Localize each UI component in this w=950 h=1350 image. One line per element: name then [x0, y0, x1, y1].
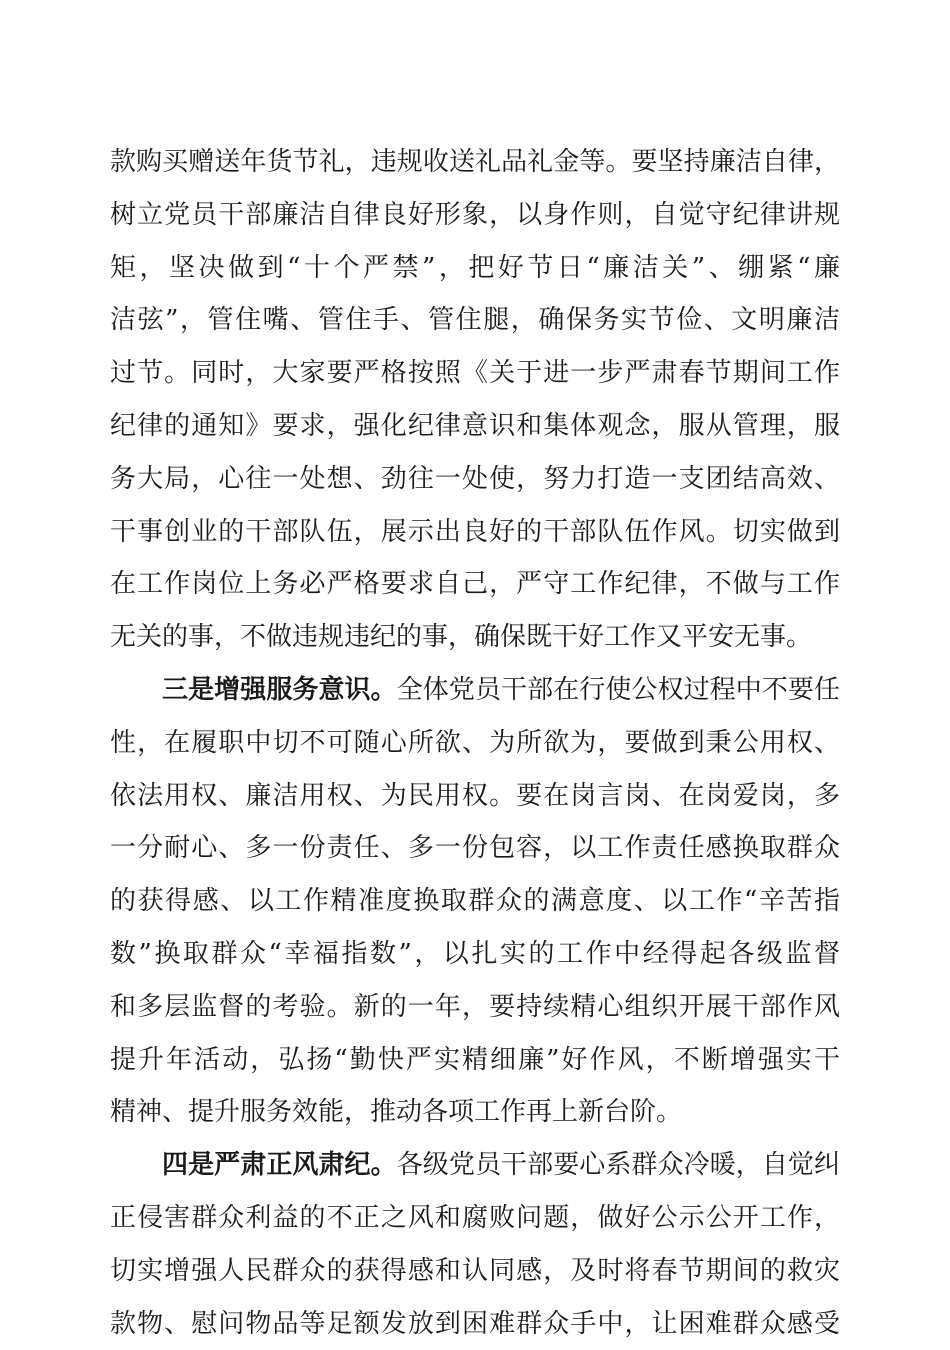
p1-line-2: 树立党员干部廉洁自律良好形象，以身作则，自觉守纪律讲规 — [110, 199, 840, 230]
p3-line-3: 切实增强人民群众的获得感和认同感，及时将春节期间的救灾 — [110, 1255, 840, 1286]
p1-line-5: 过节。同时，大家要严格按照《关于进一步严肃春节期间工作 — [110, 358, 840, 389]
p1-line-6: 纪律的通知》要求，强化纪律意识和集体观念，服从管理，服 — [110, 410, 840, 441]
p3-line-2: 正侵害群众利益的不正之风和腐败问题，做好公示公开工作， — [110, 1202, 840, 1233]
document-body — [110, 136, 840, 1350]
p3-line-4: 款物、慰问物品等足额发放到困难群众手中，让困难群众感受 — [110, 1308, 840, 1339]
p2-line-7: 和多层监督的考验。新的一年，要持续精心组织开展干部作风 — [110, 991, 840, 1022]
p1-line-1: 款购买赠送年货节礼，违规收送礼品礼金等。要坚持廉洁自律， — [110, 147, 840, 177]
p2-line-6: 数”换取群众“幸福指数”，以扎实的工作中经得起各级监督 — [110, 938, 840, 969]
p3-line-1 — [110, 1139, 840, 1192]
p2-line-2: 性，在履职中切不可随心所欲、为所欲为，要做到秉公用权、 — [110, 727, 840, 758]
p1-line-9: 在工作岗位上务必严格要求自己，严守工作纪律，不做与工作 — [110, 569, 840, 600]
p1-line-8: 干事创业的干部队伍，展示出良好的干部队伍作风。切实做到 — [110, 516, 840, 547]
p3-line-1-text: 各级党员干部要心系群众冷暖，自觉纠 — [396, 1150, 840, 1181]
p2-line-3: 依法用权、廉洁用权、为民用权。要在岗言岗、在岗爱岗，多 — [110, 780, 840, 811]
p2-line-1 — [110, 664, 840, 717]
p2-line-9: 精神、提升服务效能，推动各项工作再上新台阶。 — [110, 1097, 683, 1128]
p2-line-5: 的获得感、以工作精准度换取群众的满意度、以工作“辛苦指 — [110, 886, 840, 917]
p1-line-4: 洁弦”，管住嘴、管住手、管住腿，确保务实节俭、文明廉洁 — [110, 305, 840, 336]
p2-line-1-text: 全体党员干部在行使公权过程中不要任 — [396, 674, 840, 705]
p1-line-10: 无关的事，不做违规违纪的事，确保既干好工作又平安无事。 — [110, 622, 813, 653]
p1-line-3: 矩，坚决做到“十个严禁”，把好节日“廉洁关”、绷紧“廉 — [110, 252, 840, 283]
p1-line-7: 务大局，心往一处想、劲往一处使，努力打造一支团结高效、 — [110, 463, 840, 494]
p2-line-4: 一分耐心、多一份责任、多一份包容，以工作责任感换取群众 — [110, 833, 840, 864]
p2-heading: 三是增强服务意识。 — [162, 674, 397, 705]
p3-heading: 四是严肃正风肃纪。 — [162, 1150, 397, 1181]
p2-line-8: 提升年活动，弘扬“勤快严实精细廉”好作风，不断增强实干 — [110, 1044, 840, 1075]
